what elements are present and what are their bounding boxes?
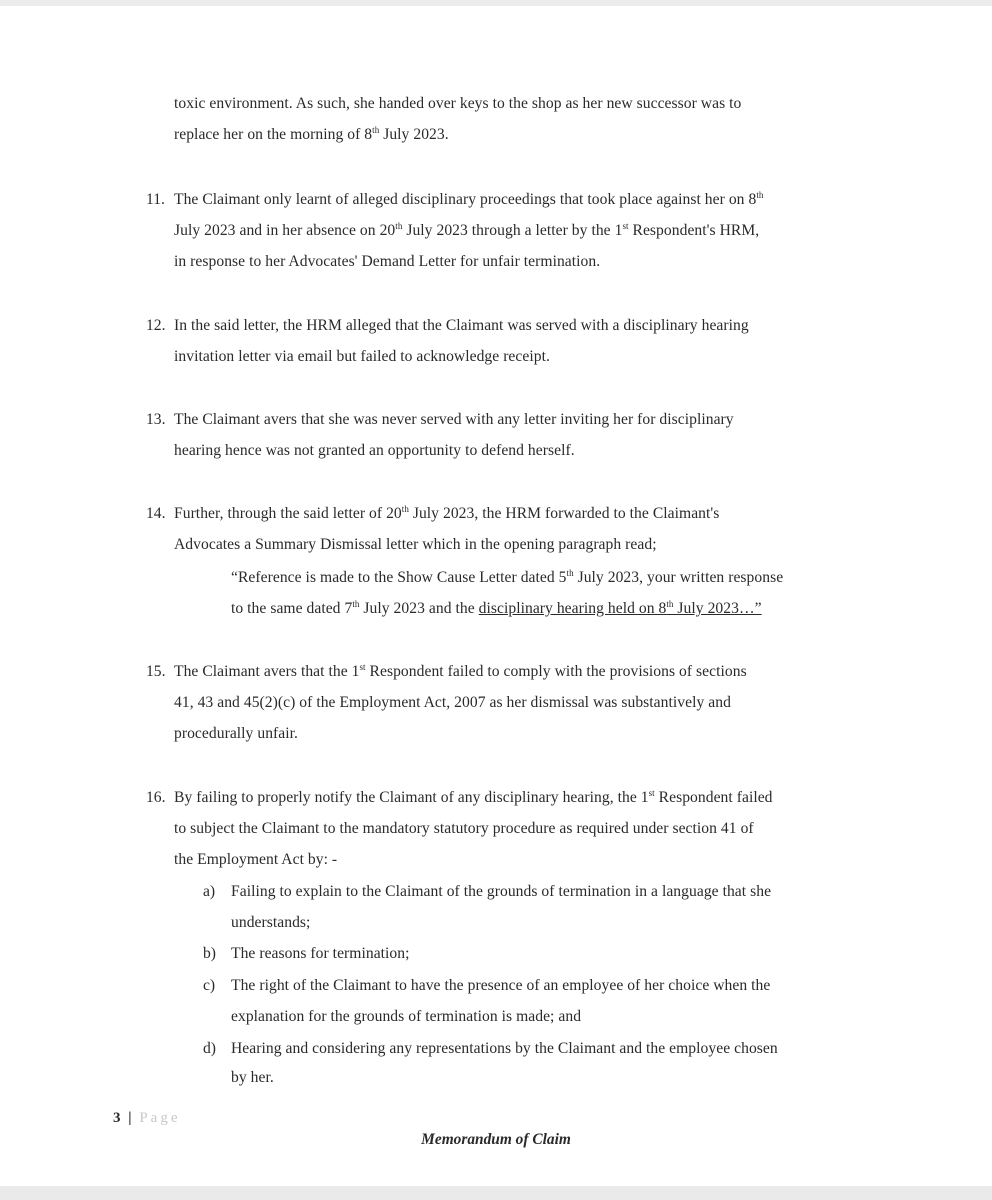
list-item-b-label: b) — [203, 945, 216, 962]
paragraph-11-line-1: The Claimant only learnt of alleged disciplinary proceedings that took place against her on 8th — [174, 189, 764, 208]
paragraph-15-line-3: procedurally unfair. — [174, 725, 298, 742]
list-item-a-line-1: Failing to explain to the Claimant of the grounds of termination in a language that she — [231, 883, 772, 900]
paragraph-14-line-2: Advocates a Summary Dismissal letter which in the opening paragraph read; — [174, 536, 657, 553]
scan-bottom-edge — [0, 1186, 992, 1200]
paragraph-11-line-2: July 2023 and in her absence on 20th July 2023 through a letter by the 1st Respondent's HRM, — [174, 220, 760, 239]
paragraph-13-number: 13. — [146, 411, 166, 428]
page-number: 3 | Page — [113, 1110, 181, 1126]
paragraph-16-line-3: the Employment Act by: - — [174, 851, 338, 868]
paragraph-12-line-2: invitation letter via email but failed to acknowledge receipt. — [174, 348, 550, 365]
paragraph-14-number: 14. — [146, 505, 166, 522]
paragraph-11-number: 11. — [146, 191, 165, 208]
list-item-c-line-2: explanation for the grounds of termination is made; and — [231, 1008, 582, 1025]
list-item-d-line-1: Hearing and considering any representations by the Claimant and the employee chosen — [231, 1040, 778, 1057]
paragraph-15-line-1: The Claimant avers that the 1st Respondent failed to comply with the provisions of sections — [174, 661, 747, 680]
list-item-a-line-2: understands; — [231, 914, 311, 931]
paragraph-14-quote-line-1: “Reference is made to the Show Cause Letter dated 5th July 2023, your written response — [231, 567, 784, 586]
paragraph-15-number: 15. — [146, 663, 166, 680]
list-item-d-line-2: by her. — [231, 1069, 274, 1086]
paragraph-16-number: 16. — [146, 789, 166, 806]
paragraph-13-line-1: The Claimant avers that she was never served with any letter inviting her for disciplinary — [174, 411, 734, 428]
paragraph-12-number: 12. — [146, 317, 166, 334]
list-item-b-line-1: The reasons for termination; — [231, 945, 410, 962]
list-item-c-label: c) — [203, 977, 216, 994]
paragraph-14-line-1: Further, through the said letter of 20th July 2023, the HRM forwarded to the Claimant's — [174, 503, 720, 522]
paragraph-12-line-1: In the said letter, the HRM alleged that the Claimant was served with a disciplinary hearing — [174, 317, 749, 334]
list-item-a-label: a) — [203, 883, 216, 900]
page-word: Page — [139, 1110, 181, 1126]
paragraph-15-line-2: 41, 43 and 45(2)(c) of the Employment Act, 2007 as her dismissal was substantively and — [174, 694, 731, 711]
paragraph-10-line-1: toxic environment. As such, she handed over keys to the shop as her new successor was to — [174, 95, 742, 112]
paragraph-16-line-2: to subject the Claimant to the mandatory statutory procedure as required under section 41 of — [174, 820, 754, 837]
paragraph-10-line-2: replace her on the morning of 8th July 2023. — [174, 124, 449, 143]
document-title-footer: Memorandum of Claim — [421, 1131, 571, 1148]
list-item-c-line-1: The right of the Claimant to have the presence of an employee of her choice when the — [231, 977, 771, 994]
list-item-d-label: d) — [203, 1040, 216, 1057]
paragraph-16-line-1: By failing to properly notify the Claimant of any disciplinary hearing, the 1st Respondent failed — [174, 787, 773, 806]
paragraph-14-quote-line-2: to the same dated 7th July 2023 and the disciplinary hearing held on 8th July 2023…” — [231, 598, 762, 617]
paragraph-13-line-2: hearing hence was not granted an opportunity to defend herself. — [174, 442, 575, 459]
paragraph-11-line-3: in response to her Advocates' Demand Letter for unfair termination. — [174, 253, 601, 270]
